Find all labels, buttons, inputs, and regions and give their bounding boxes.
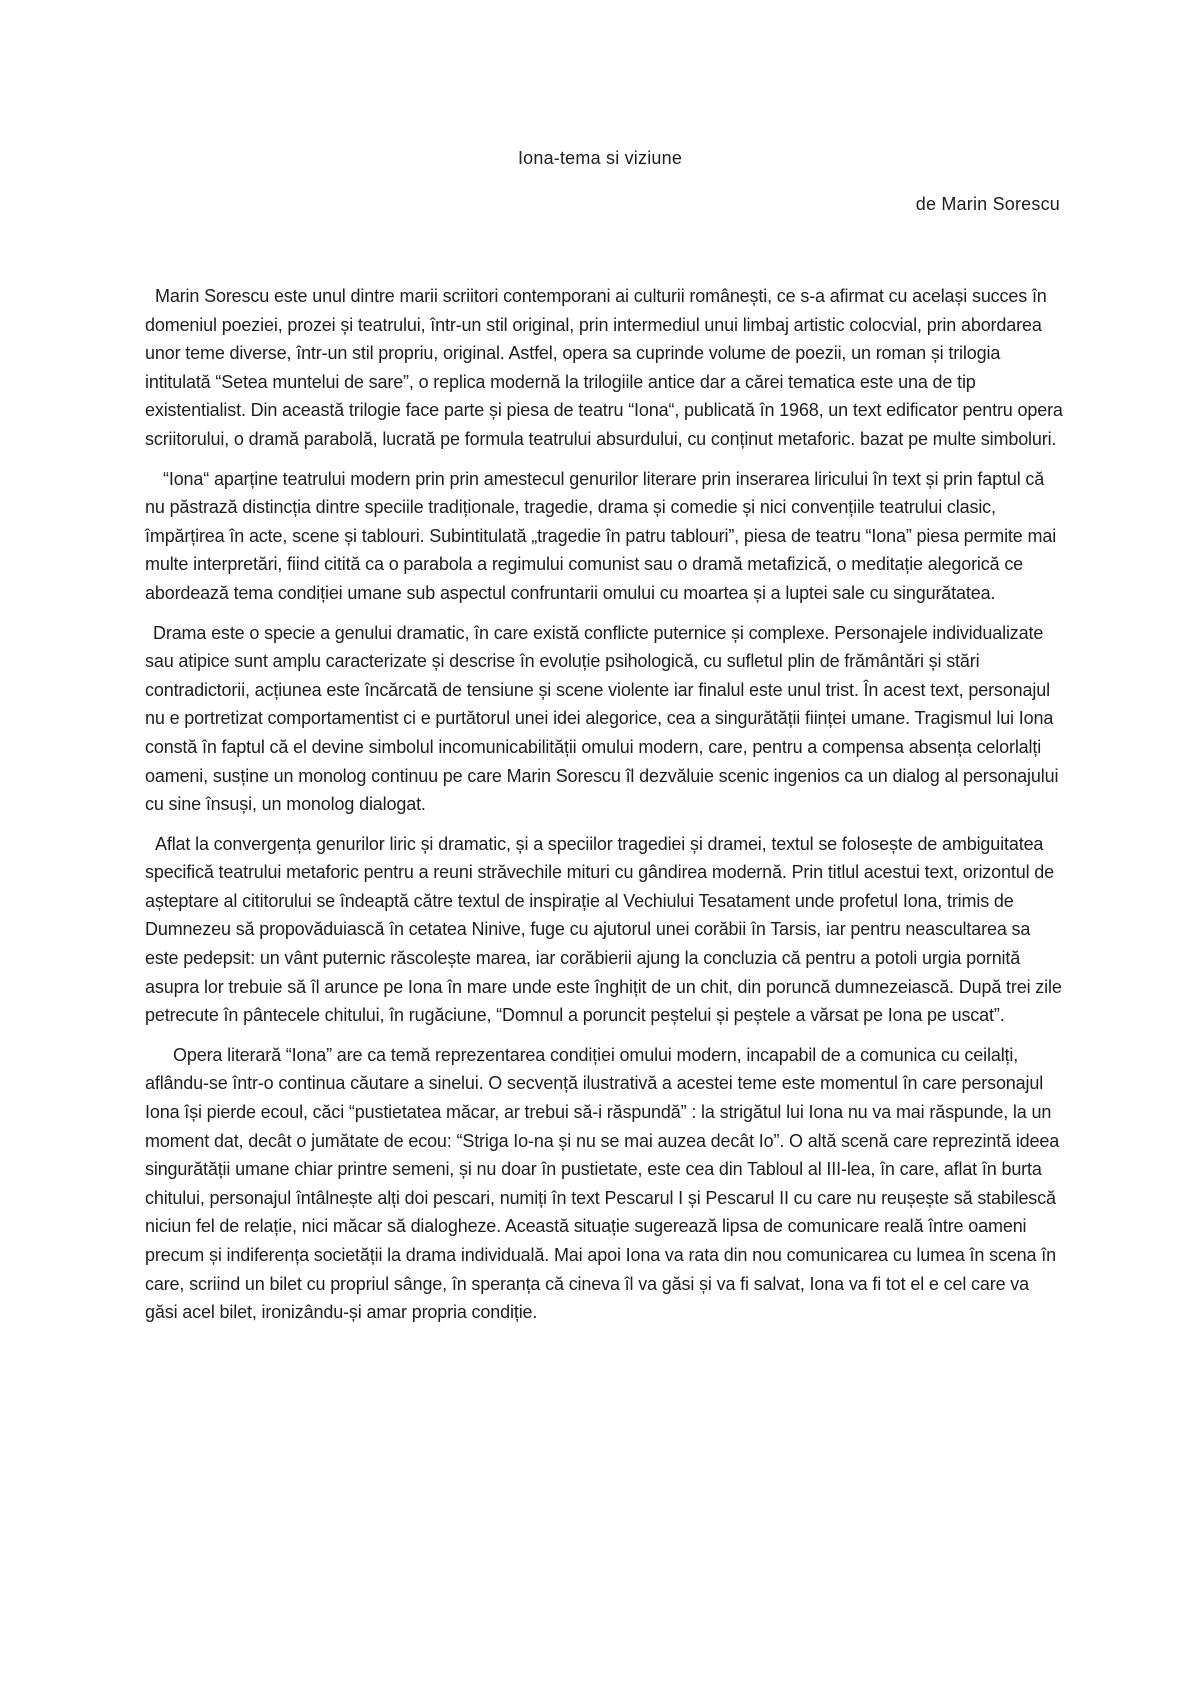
author-line: de Marin Sorescu <box>915 194 1060 214</box>
paragraph-3: Drama este o specie a genului dramatic, în care există conflicte puternice și complexe. Personajele individualizate sau atipice sunt amplu caracterizate și descrise în evoluție psihologică, cu sufletul plin de frământări și stări contradictorii, acțiunea este încărcată de tensiune și scene violente iar finalul este unul trist. În acest text, personajul nu e portretizat comportamentist ci e purtătorul unei idei alegorice, cea a singurătății ființei umane. Tragismul lui Iona constă în faptul că el devine simbolul incomunicabilității omului modern, care, pentru a compensa absența celorlalți oameni, susține un monolog continuu pe care Marin Sorescu îl dezvăluie scenic ingenios ca un dialog al personajului cu sine însuși, un monolog dialogat. <box>145 622 1059 815</box>
paragraph-5: Opera literară “Iona” are ca temă reprezentarea condiției omului modern, incapabil de a comunica cu ceilalți, aflându-se într-o continua căutare a sinelui. O secvență ilustrativă a acestei teme este momentul în care personajul Iona își pierde ecoul, căci “pustietatea măcar, ar trebui să-i răspundă” : la strigătul lui Iona nu va mai răspunde, la un moment dat, decât o jumătate de ecou: “Striga Io-na și nu se mai auzea decât Io”. O altă scenă care reprezintă ideea singurătății umane chiar printre semeni, și nu doar în pustietate, este cea din Tabloul al III-lea, în care, aflat în burta chitului, personajul întâlnește alți doi pescari, numiți în text Pescarul I și Pescarul II cu care nu reușește să stabilescă niciun fel de relație, nici măcar să dialogheze. Această situație sugerează lipsa de comunicare reală între oameni precum și indiferența societății la drama individuală. Mai apoi Iona va rata din nou comunicarea cu lumea în scena în care, scriind un bilet cu propriul sânge, în speranța că cineva îl va găsi și va fi salvat, Iona va fi tot el e cel care va găsi acel bilet, ironizându-și amar propria condiție. <box>145 1044 1060 1323</box>
paragraph-2: “Iona“ aparține teatrului modern prin prin amestecul genurilor literare prin inserarea liricului în text și prin faptul că nu păstrază distincția dintre speciile tradiționale, tragedie, drama și comedie și nici convențiile teatrului clasic, împărțirea în acte, scene și tablouri. Subintitulată „tragedie în patru tablouri”, piesa de teatru “Iona” piesa permite mai multe interpretări, fiind citită ca o parabola a regimului comunist sau o dramă metafizică, o meditație alegorică ce abordează tema condiției umane sub aspectul confruntarii omului cu moartea și a luptei sale cu singurătatea. <box>145 468 1057 603</box>
document-body <box>145 282 1065 1338</box>
paragraph-1: Marin Sorescu este unul dintre marii scriitori contemporani ai culturii românești, ce s-a afirmat cu același succes în domeniul poeziei, prozei și teatrului, într-un stil original, prin intermediul unui limbaj artistic colocvial, prin abordarea unor teme diverse, într-un stil propriu, original. Astfel, opera sa cuprinde volume de poezii, un roman și trilogia intitulată “Setea muntelui de sare”, o replica modernă la trilogiile antice dar a cărei tematica este una de tip existentialist. Din această trilogie face parte și piesa de teatru “Iona“, publicată în 1968, un text edificator pentru opera scriitorului, o dramă parabolă, lucrată pe formula teatrului absurdului, cu conținut metaforic. bazat pe multe simboluri. <box>145 286 1063 449</box>
paragraph-4: Aflat la convergența genurilor liric și dramatic, și a speciilor tragediei și dramei, textul se folosește de ambiguitatea specifică teatrului metaforic pentru a reuni străvechile mituri cu gândirea modernă. Prin titlul acestui text, orizontul de așteptare al cititorului se îndeaptă către textul de inspirație al Vechiului Tesatament unde profetul Iona, trimis de Dumnezeu să propovăduiască în cetatea Ninive, fuge cu ajutorul unei corăbii în Tarsis, iar pentru neascultarea sa este pedepsit: un vânt puternic răscolește marea, iar corăbierii ajung la concluzia că pentru a potoli urgia pornită asupra lor trebuie să îl arunce pe Iona în mare unde este înghițit de un chit, din poruncă dumnezeiască. După trei zile petrecute în pântecele chitului, în rugăciune, “Domnul a poruncit peștelui și peștele a vărsat pe Iona pe uscat”. <box>145 833 1062 1026</box>
page-title: Iona-tema si viziune <box>517 148 683 168</box>
